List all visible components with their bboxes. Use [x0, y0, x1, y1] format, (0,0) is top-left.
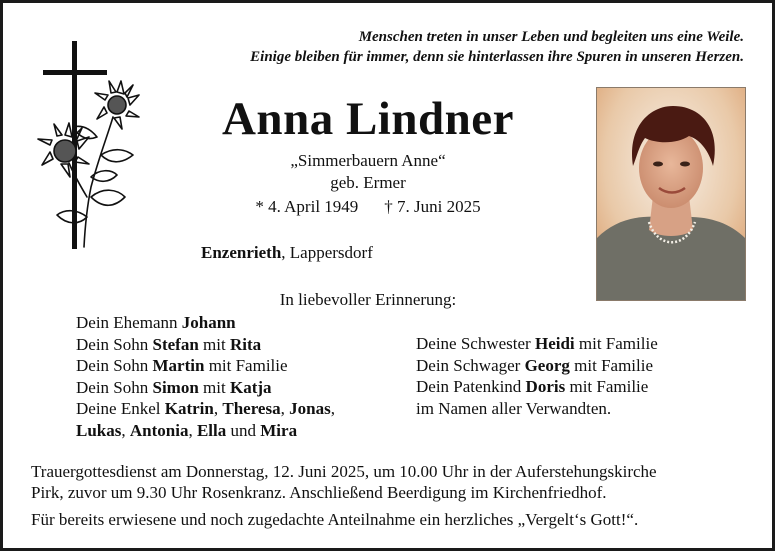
service-line-2: Pirk, zuvor um 9.30 Uhr Rosenkranz. Anschließend Beerdigung im Kirchenfriedhof.: [31, 483, 607, 502]
residence-main: Enzenrieth: [201, 243, 282, 262]
memorial-quote: [250, 27, 744, 67]
family-member-name: Heidi: [534, 334, 575, 353]
family-list-right: [416, 333, 658, 419]
residence-rest: , Lappersdorf: [281, 243, 373, 262]
family-member-name: Johann: [181, 313, 236, 332]
family-member-name: Lukas: [76, 420, 122, 440]
family-line: [76, 334, 335, 356]
family-member-name: Katrin: [164, 399, 214, 418]
family-member-name: Ella: [196, 420, 227, 440]
family-text: im Namen aller Verwandten.: [416, 398, 612, 418]
family-member-name: Stefan: [152, 334, 199, 354]
family-text: mit Familie: [569, 355, 654, 375]
life-dates: [153, 196, 583, 218]
family-line: [416, 398, 658, 420]
service-info: [31, 461, 756, 530]
family-text: Dein Ehemann: [76, 313, 182, 332]
family-text: Dein Sohn: [76, 377, 153, 397]
thanks-line: Für bereits erwiesene und noch zugedachte Anteilnahme ein herzliches „Vergelt‘s Gott!“.: [31, 510, 639, 529]
family-text: Dein Patenkind: [416, 377, 526, 396]
family-text: ,: [330, 399, 335, 418]
birth-date: * 4. April 1949: [255, 197, 359, 216]
family-member-name: Rita: [229, 334, 262, 354]
portrait-photo: [596, 87, 746, 301]
family-text: Dein Schwager: [416, 355, 525, 375]
family-text: und: [226, 420, 261, 440]
maiden-name: geb. Ermer: [330, 173, 406, 192]
family-member-name: Simon: [152, 377, 199, 397]
family-line: [416, 355, 658, 377]
family-member-name: Antonia: [129, 420, 189, 440]
family-member-name: Georg: [524, 355, 570, 375]
residence: [201, 242, 373, 264]
family-text: ,: [121, 420, 130, 440]
family-member-name: Doris: [525, 377, 566, 396]
family-line: [76, 377, 335, 399]
family-member-name: Martin: [152, 356, 205, 375]
cross-with-sunflowers-icon: [29, 37, 147, 251]
service-line-1: Trauergottesdienst am Donnerstag, 12. Juni 2025, um 10.00 Uhr in der Auferstehungskirche: [31, 462, 657, 481]
family-text: mit Familie: [204, 356, 288, 375]
family-text: mit: [198, 334, 230, 354]
family-text: Dein Sohn: [76, 356, 153, 375]
family-text: ,: [213, 399, 223, 418]
family-member-name: Katja: [229, 377, 272, 397]
quote-line-1: Menschen treten in unser Leben und begleiten uns eine Weile.: [358, 29, 744, 45]
family-line: [416, 333, 658, 355]
family-line: [76, 420, 335, 442]
family-text: Deine Enkel: [76, 399, 165, 418]
deceased-name: Anna Lindner: [221, 93, 515, 145]
family-line: [76, 355, 335, 377]
family-list-left: [76, 312, 335, 441]
family-text: mit: [198, 377, 230, 397]
family-text: ,: [188, 420, 197, 440]
death-date: † 7. Juni 2025: [384, 197, 481, 216]
family-line: [76, 398, 335, 420]
memory-heading: In liebevoller Erinnerung:: [279, 290, 457, 309]
family-text: Dein Sohn: [76, 334, 153, 354]
family-text: ,: [280, 399, 290, 418]
family-text: mit Familie: [565, 377, 649, 396]
family-member-name: Mira: [260, 420, 298, 440]
family-text: Deine Schwester: [416, 334, 535, 353]
family-text: mit Familie: [574, 334, 658, 353]
quote-line-2: Einige bleiben für immer, denn sie hinterlassen ihre Spuren in unseren Herzen.: [250, 49, 744, 65]
family-member-name: Jonas: [289, 399, 331, 418]
nickname: „Simmerbauern Anne“: [290, 151, 446, 170]
family-member-name: Theresa: [222, 399, 281, 418]
family-line: [416, 376, 658, 398]
family-line: [76, 312, 335, 334]
